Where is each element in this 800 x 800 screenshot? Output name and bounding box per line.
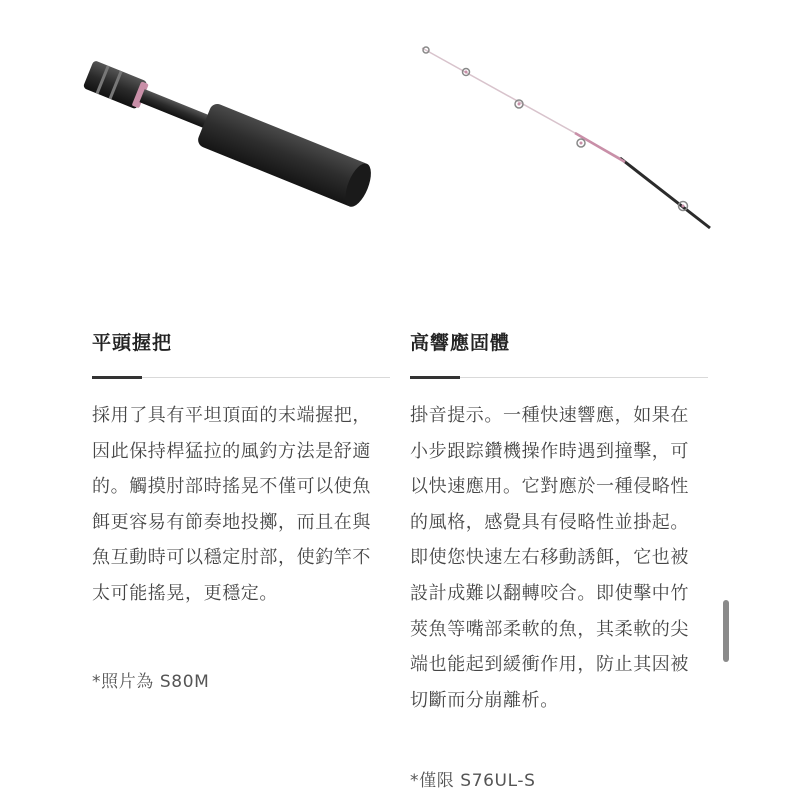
divider-accent xyxy=(410,376,460,379)
flat-head-grip-photo xyxy=(82,0,402,300)
section-body-flat-grip: 採用了具有平坦頂面的末端握把，因此保持桿猛拉的風釣方法是舒適的。觸摸肘部時搖晃不僅可以使魚餌更容易有節奏地投擲，而且在與魚互動時可以穩定肘部，使釣竿不太可能搖晃，更穩定。 xyxy=(92,405,371,604)
divider-accent xyxy=(92,376,142,379)
model-note: *僅限 S76UL-S xyxy=(410,771,536,791)
section-heading-flat-grip: 平頭握把 xyxy=(92,332,173,354)
section-heading-solid-tip: 高響應固體 xyxy=(410,332,511,354)
scrollbar-thumb[interactable] xyxy=(723,600,729,662)
photo-note: *照片為 S80M xyxy=(92,672,210,692)
section-body-solid-tip: 掛音提示。一種快速響應，如果在小步跟踪鑽機操作時遇到撞擊，可以快速應用。它對應於一種侵略性的風格，感覺具有侵略性並掛起。即使您快速左右移動誘餌，它也被設計成難以翻轉咬合。即使擊中竹莢魚等嘴部柔軟的魚，其柔軟的尖端也能起到緩衝作用，防止其因被切斷而分崩離析。 xyxy=(410,405,689,711)
rod-tip-photo xyxy=(400,0,730,300)
